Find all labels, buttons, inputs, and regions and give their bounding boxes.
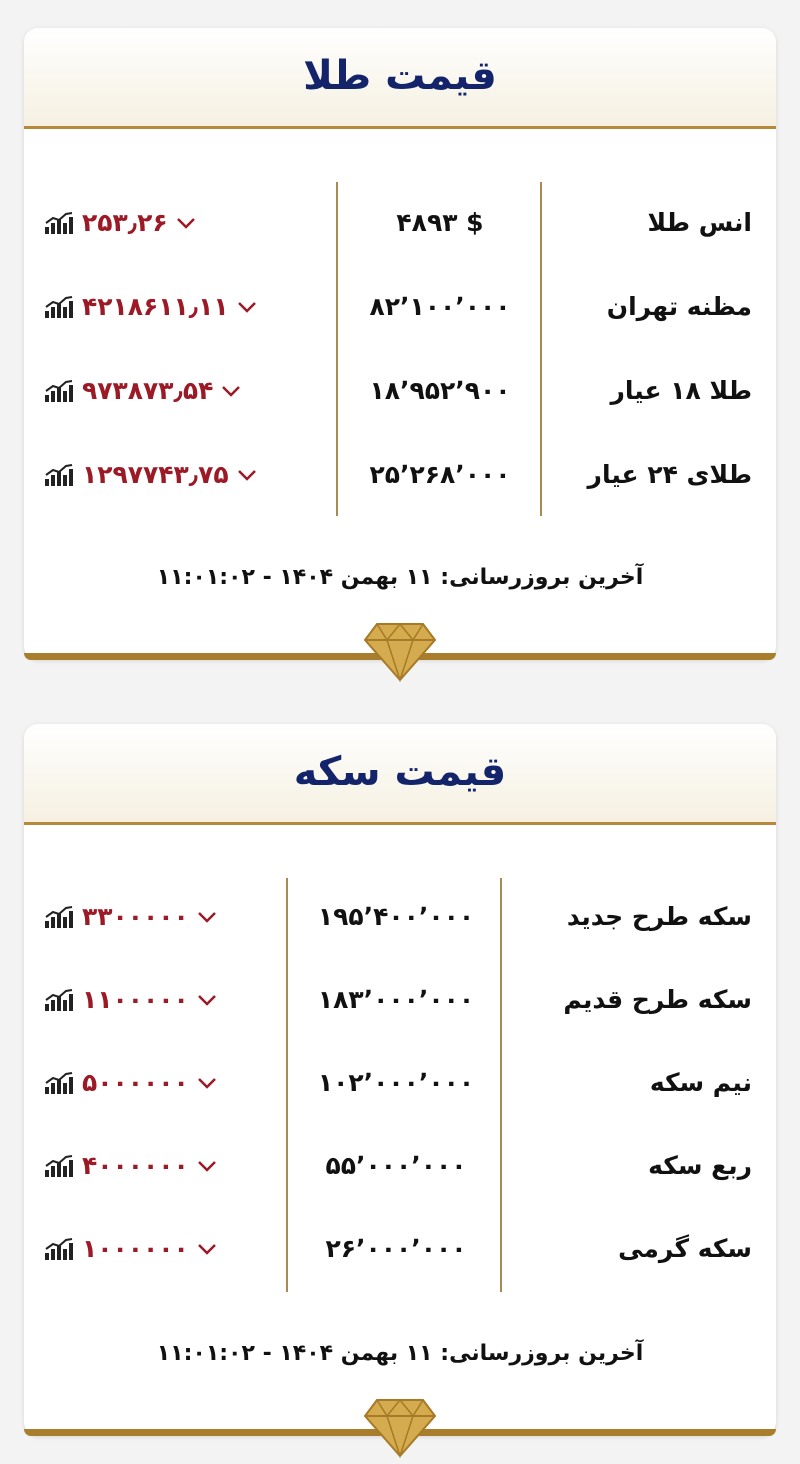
- item-name: نیم سکه: [649, 1068, 752, 1097]
- gold-card-title: قیمت طلا: [303, 53, 497, 99]
- item-name: ربع سکه: [648, 1151, 752, 1180]
- change-value: ۱۱۰۰۰۰۰: [82, 985, 189, 1014]
- change-value: ۴۰۰۰۰۰۰: [82, 1151, 189, 1180]
- chevron-down-icon: [197, 1076, 217, 1090]
- gold-price-card: [24, 28, 776, 660]
- chevron-down-icon: [237, 300, 257, 314]
- bar-chart-icon[interactable]: [44, 295, 74, 319]
- item-price: ۸۲٬۱۰۰٬۰۰۰: [369, 292, 511, 321]
- item-change: [44, 366, 241, 416]
- item-name: طلا ۱۸ عیار: [610, 376, 752, 405]
- item-change: [44, 198, 196, 248]
- item-change: [44, 1058, 217, 1108]
- item-price: ۱۹۵٬۴۰۰٬۰۰۰: [317, 902, 475, 931]
- change-value: ۴۲۱۸۶۱۱٫۱۱: [82, 292, 229, 321]
- chevron-down-icon: [197, 1159, 217, 1173]
- change-value: ۱۲۹۷۷۴۳٫۷۵: [82, 460, 229, 489]
- item-change: [44, 450, 257, 500]
- item-name: سکه طرح جدید: [566, 902, 752, 931]
- item-change: [44, 282, 257, 332]
- item-price: ۵۵٬۰۰۰٬۰۰۰: [325, 1151, 467, 1180]
- change-value: ۲۵۳٫۲۶: [82, 208, 168, 237]
- chevron-down-icon: [197, 993, 217, 1007]
- price-row-gram-coin[interactable]: [24, 1224, 776, 1274]
- item-price: ۲۶٬۰۰۰٬۰۰۰: [325, 1234, 467, 1263]
- item-change: [44, 975, 217, 1025]
- item-name: مظنه تهران: [606, 292, 752, 321]
- item-change: [44, 892, 217, 942]
- item-change: [44, 1141, 217, 1191]
- diamond-icon: [363, 622, 437, 682]
- bar-chart-icon[interactable]: [44, 211, 74, 235]
- price-row-half-coin[interactable]: [24, 1058, 776, 1108]
- bar-chart-icon[interactable]: [44, 1071, 74, 1095]
- price-row-new-coin[interactable]: [24, 892, 776, 942]
- price-row-ounce[interactable]: [24, 198, 776, 248]
- item-name: سکه طرح قدیم: [563, 985, 752, 1014]
- bar-chart-icon[interactable]: [44, 463, 74, 487]
- chevron-down-icon: [197, 910, 217, 924]
- bar-chart-icon[interactable]: [44, 379, 74, 403]
- change-value: ۵۰۰۰۰۰۰: [82, 1068, 189, 1097]
- change-value: ۳۳۰۰۰۰۰: [82, 902, 189, 931]
- bar-chart-icon[interactable]: [44, 988, 74, 1012]
- coin-price-card: [24, 724, 776, 1436]
- change-value: ۹۷۳۸۷۳٫۵۴: [82, 376, 214, 405]
- price-row-tehran[interactable]: [24, 282, 776, 332]
- price-row-old-coin[interactable]: [24, 975, 776, 1025]
- item-price: ۲۵٬۲۶۸٬۰۰۰: [369, 460, 511, 489]
- change-value: ۱۰۰۰۰۰۰: [82, 1234, 189, 1263]
- chevron-down-icon: [197, 1242, 217, 1256]
- item-price: ۱۸۳٬۰۰۰٬۰۰۰: [317, 985, 475, 1014]
- item-change: [44, 1224, 217, 1274]
- chevron-down-icon: [221, 384, 241, 398]
- chevron-down-icon: [176, 216, 196, 230]
- item-price: ۱۸٬۹۵۲٬۹۰۰: [369, 376, 511, 405]
- last-update-text: آخرین بروزرسانی: ۱۱ بهمن ۱۴۰۴ - ۱۱:۰۱:۰۲: [156, 565, 644, 590]
- item-price: ۱۰۲٬۰۰۰٬۰۰۰: [317, 1068, 475, 1097]
- chevron-down-icon: [237, 468, 257, 482]
- item-name: طلای ۲۴ عیار: [587, 460, 752, 489]
- bar-chart-icon[interactable]: [44, 1237, 74, 1261]
- item-name: سکه گرمی: [618, 1234, 752, 1263]
- last-update-text: آخرین بروزرسانی: ۱۱ بهمن ۱۴۰۴ - ۱۱:۰۱:۰۲: [156, 1341, 644, 1366]
- bar-chart-icon[interactable]: [44, 905, 74, 929]
- coin-card-title: قیمت سکه: [293, 749, 507, 795]
- item-price: ۴۸۹۳ $: [396, 208, 484, 237]
- price-row-quarter-coin[interactable]: [24, 1141, 776, 1191]
- diamond-icon: [363, 1398, 437, 1458]
- price-row-24k[interactable]: [24, 450, 776, 500]
- price-row-18k[interactable]: [24, 366, 776, 416]
- item-name: انس طلا: [647, 208, 752, 237]
- bar-chart-icon[interactable]: [44, 1154, 74, 1178]
